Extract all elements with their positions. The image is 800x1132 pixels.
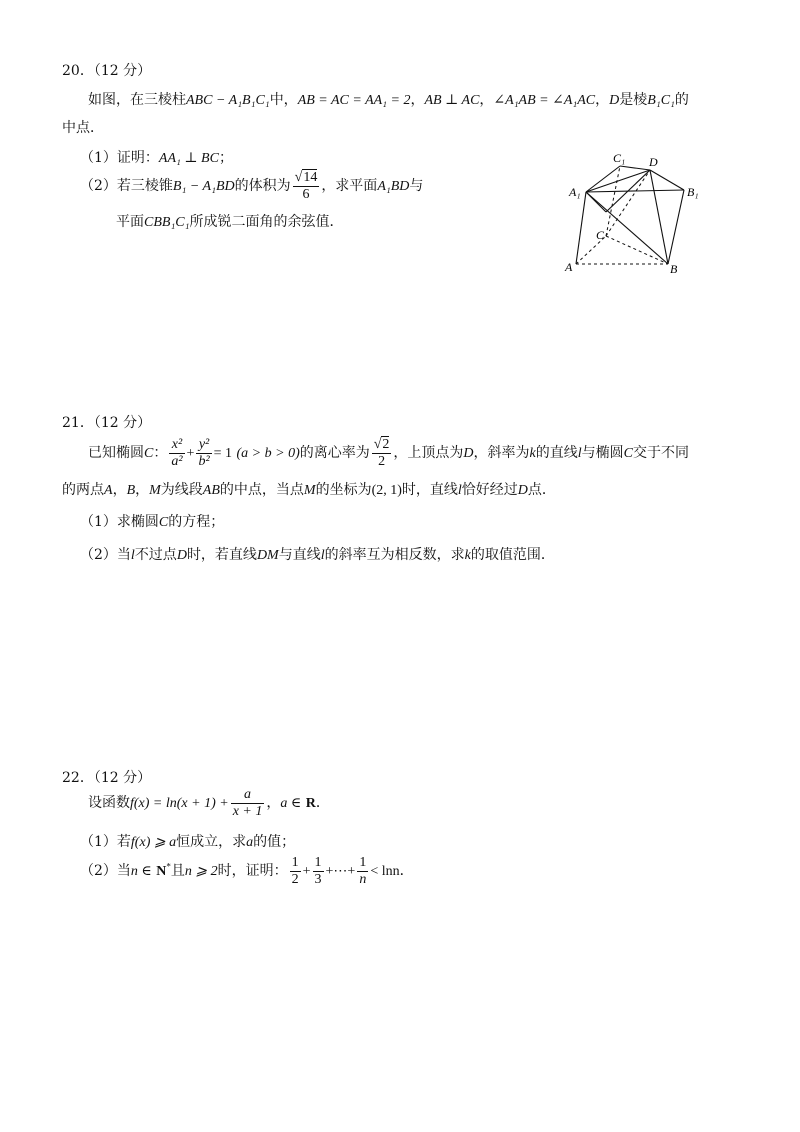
q22-header: 22．（12 分）: [62, 770, 152, 786]
q22-two: 2: [291, 871, 299, 887]
q21-text: ：: [153, 445, 168, 461]
label-d: D: [649, 155, 658, 169]
q22-s1-var: a: [246, 835, 254, 850]
q21-paragraph-line2: [62, 480, 556, 501]
q22-one: 1: [359, 854, 367, 870]
q22-s2-n: n ∈: [130, 864, 152, 879]
q21-fraction-x: [169, 437, 184, 470]
q21-fraction-y: [196, 437, 211, 470]
q21-text: 的两点: [62, 482, 104, 498]
q22-text: ．: [315, 795, 330, 811]
q20-volume-numerator: √14: [294, 169, 318, 185]
edge-b1b: [668, 190, 684, 264]
q21-plus: +: [186, 446, 195, 461]
q22-fraction: [231, 787, 265, 820]
q21-paragraph-line1: [88, 434, 689, 473]
q22-s2-n2: n ⩾ 2: [184, 864, 218, 879]
q21-text: 为线段: [160, 482, 203, 498]
q20-equality: AB = AC = AA₁ = 2: [297, 93, 411, 108]
q21-slope-k: k: [529, 446, 536, 461]
q21-s2-text: 时，若直线: [186, 547, 257, 563]
q21-text: 已知椭圆: [88, 445, 144, 461]
q20-text: ，: [479, 92, 494, 108]
q21-s2-text: （2）当: [80, 547, 131, 563]
q21-point-d: D: [463, 446, 474, 461]
q22-frac-third: [313, 855, 324, 888]
q22-numerator: a: [231, 787, 265, 804]
q20-paragraph-line2: 中点．: [62, 120, 104, 136]
q22-function-def: [88, 784, 330, 823]
q22-star: *: [166, 861, 171, 872]
q22-s1-text: 的值；: [253, 834, 296, 850]
q21-segment-ab: AB: [202, 483, 220, 498]
q22-text: 设函数: [88, 795, 130, 811]
q21-text: 恰好经过: [461, 482, 518, 498]
q22-s2-text: 且: [170, 863, 185, 879]
q20-s1-math: AA₁ ⊥ BC: [158, 151, 219, 166]
q21-ecc-denominator: 2: [378, 453, 386, 469]
q22-n: n: [359, 871, 367, 887]
q21-text: 时，直线: [401, 482, 458, 498]
q20-paragraph-line1: [88, 90, 689, 111]
q21-text: 的离心率为: [299, 445, 370, 461]
q22-s1-ineq: f(x) ⩾ a: [130, 835, 177, 850]
q22-three: 3: [314, 871, 322, 887]
q21-s2-text: 与直线: [278, 547, 321, 563]
q21-s2-text: 不过点: [134, 547, 177, 563]
q21-text: ，: [135, 482, 150, 498]
q20-sqrt-14: 14: [303, 169, 318, 185]
q22-naturals: N: [156, 864, 167, 879]
edge-db1: [650, 170, 684, 190]
q21-subq2: [80, 545, 555, 566]
q22-reals: R: [305, 796, 316, 811]
edge-c1d: [620, 166, 650, 170]
q20-s2-after: ，求平面: [321, 178, 378, 194]
q21-line-l: l: [320, 548, 325, 563]
q21-a2: a²: [171, 453, 183, 469]
q20-s2-plane: A₁BD: [377, 179, 410, 194]
q21-text: 的坐标为: [315, 482, 372, 498]
edge-a1-diag: [586, 192, 606, 212]
q21-x2: x²: [169, 437, 184, 454]
q21-slope-k: k: [464, 548, 471, 563]
label-b: B: [670, 262, 678, 276]
label-b1: B₁: [687, 185, 699, 199]
edge-a1b1: [586, 190, 684, 192]
q20-s2-label: （2）若三棱锥: [80, 178, 173, 194]
q20-text: ，: [595, 92, 610, 108]
edge-cd-dashed: [606, 170, 650, 236]
q22-fx: f(x) = ln(x + 1) +: [130, 796, 229, 811]
q20-volume-fraction: [293, 170, 320, 203]
q21-equals-one: = 1: [213, 446, 233, 461]
q20-text: ，: [410, 92, 425, 108]
q21-s2-text: 的斜率互为相反数，求: [324, 547, 465, 563]
q21-header: 21．（12 分）: [62, 415, 152, 431]
q22-subq1: [80, 832, 295, 853]
q20-s1-label: （1）证明：: [80, 150, 159, 166]
q21-text: 的中点，当点: [219, 482, 304, 498]
q21-point-b: B: [126, 483, 136, 498]
q21-line-dm: DM: [256, 548, 279, 563]
q22-s2-text: 时，证明：: [217, 863, 288, 879]
q20-s1-end: ；: [218, 150, 233, 166]
q21-line-l: l: [130, 548, 135, 563]
q22-end: ．: [399, 863, 414, 879]
q21-s1-text: 的方程；: [168, 514, 225, 530]
label-a: A: [565, 260, 573, 274]
q21-ellipse-name: C: [144, 446, 154, 461]
q21-eccentricity: [372, 437, 392, 470]
q20-subq2-line2: [116, 212, 344, 233]
q21-text: 与椭圆: [581, 445, 624, 461]
q22-text: ，: [266, 795, 281, 811]
q21-text: 的直线: [535, 445, 578, 461]
q21-coordinate: (2, 1): [371, 483, 402, 498]
q21-ecc-numerator: √2: [373, 436, 390, 452]
q21-condition: (a > b > 0): [236, 446, 300, 461]
q20-edge: B₁C₁: [647, 93, 675, 108]
q20-perp: AB ⊥ AC: [424, 93, 480, 108]
q20-point-d: D: [609, 93, 620, 108]
q21-subq1: [80, 512, 224, 533]
edge-a1a: [576, 192, 586, 264]
q21-point-d: D: [176, 548, 187, 563]
q21-y2: y²: [196, 437, 211, 454]
edge-a1c1: [586, 166, 620, 192]
q22-one: 1: [314, 854, 322, 870]
label-c1: C₁: [613, 151, 626, 165]
q21-point-d: D: [517, 483, 528, 498]
q22-dots: +⋯+: [325, 864, 356, 879]
q20-s2-mid: 的体积为: [234, 178, 291, 194]
label-c: C: [596, 228, 605, 242]
q21-point-a: A: [104, 483, 113, 498]
q21-text: 点．: [527, 482, 556, 498]
q20-s2-pyramid: B₁ − A₁BD: [172, 179, 235, 194]
q22-s2-text: （2）当: [80, 863, 131, 879]
q22-a-in: a ∈: [280, 796, 302, 811]
q22-one: 1: [291, 854, 299, 870]
q21-sqrt-2: 2: [382, 436, 390, 452]
q22-frac-half: [290, 855, 301, 888]
q22-frac-n: [357, 855, 368, 888]
q21-ellipse-name: C: [623, 446, 633, 461]
q20-subq2: [80, 168, 423, 205]
q22-less-than-ln: < lnn: [370, 864, 400, 879]
q20-text: 中，: [269, 92, 298, 108]
q21-point-m: M: [303, 483, 316, 498]
q20-volume-denominator: 6: [302, 186, 310, 202]
q20-s2-with: 与: [409, 178, 424, 194]
q20-s2-l2-tail: 所成锐二面角的余弦值．: [189, 214, 344, 230]
q21-ellipse-name: C: [158, 515, 169, 530]
q20-subq1: [80, 148, 233, 169]
q22-s1-text: （1）若: [80, 834, 131, 850]
q20-prism: ABC − A₁B₁C₁: [186, 93, 270, 108]
q20-text: 是棱: [619, 92, 648, 108]
q22-plus: +: [302, 864, 311, 879]
q20-text: 的: [674, 92, 689, 108]
label-a1: A₁: [569, 185, 581, 199]
prism-figure: [556, 146, 716, 278]
q22-s1-text: 恒成立，求: [176, 834, 247, 850]
q20-text: 如图，在三棱柱: [88, 92, 186, 108]
q22-subq2: [80, 852, 414, 891]
q22-denominator: x + 1: [232, 803, 263, 819]
edge-a1d: [586, 170, 650, 192]
q21-line-l: l: [457, 483, 462, 498]
q21-s1-text: （1）求椭圆: [80, 514, 159, 530]
q20-s2-l2-pre: 平面: [116, 214, 144, 230]
q21-text: ，斜率为: [473, 445, 530, 461]
q21-point-m: M: [149, 483, 161, 498]
edge-cb-dashed: [606, 236, 668, 264]
q21-line-l: l: [577, 446, 582, 461]
q21-s2-text: 的取值范围．: [470, 547, 555, 563]
q21-text: ，: [112, 482, 127, 498]
q20-angle: ∠A₁AB = ∠A₁AC: [493, 93, 596, 108]
q21-text: 交于不同: [633, 445, 689, 461]
q21-text: ，上顶点为: [393, 445, 464, 461]
q20-header: 20．（12 分）: [62, 63, 152, 79]
q20-s2-l2-plane: CBB₁C₁: [144, 215, 190, 230]
q21-b2: b²: [198, 453, 210, 469]
